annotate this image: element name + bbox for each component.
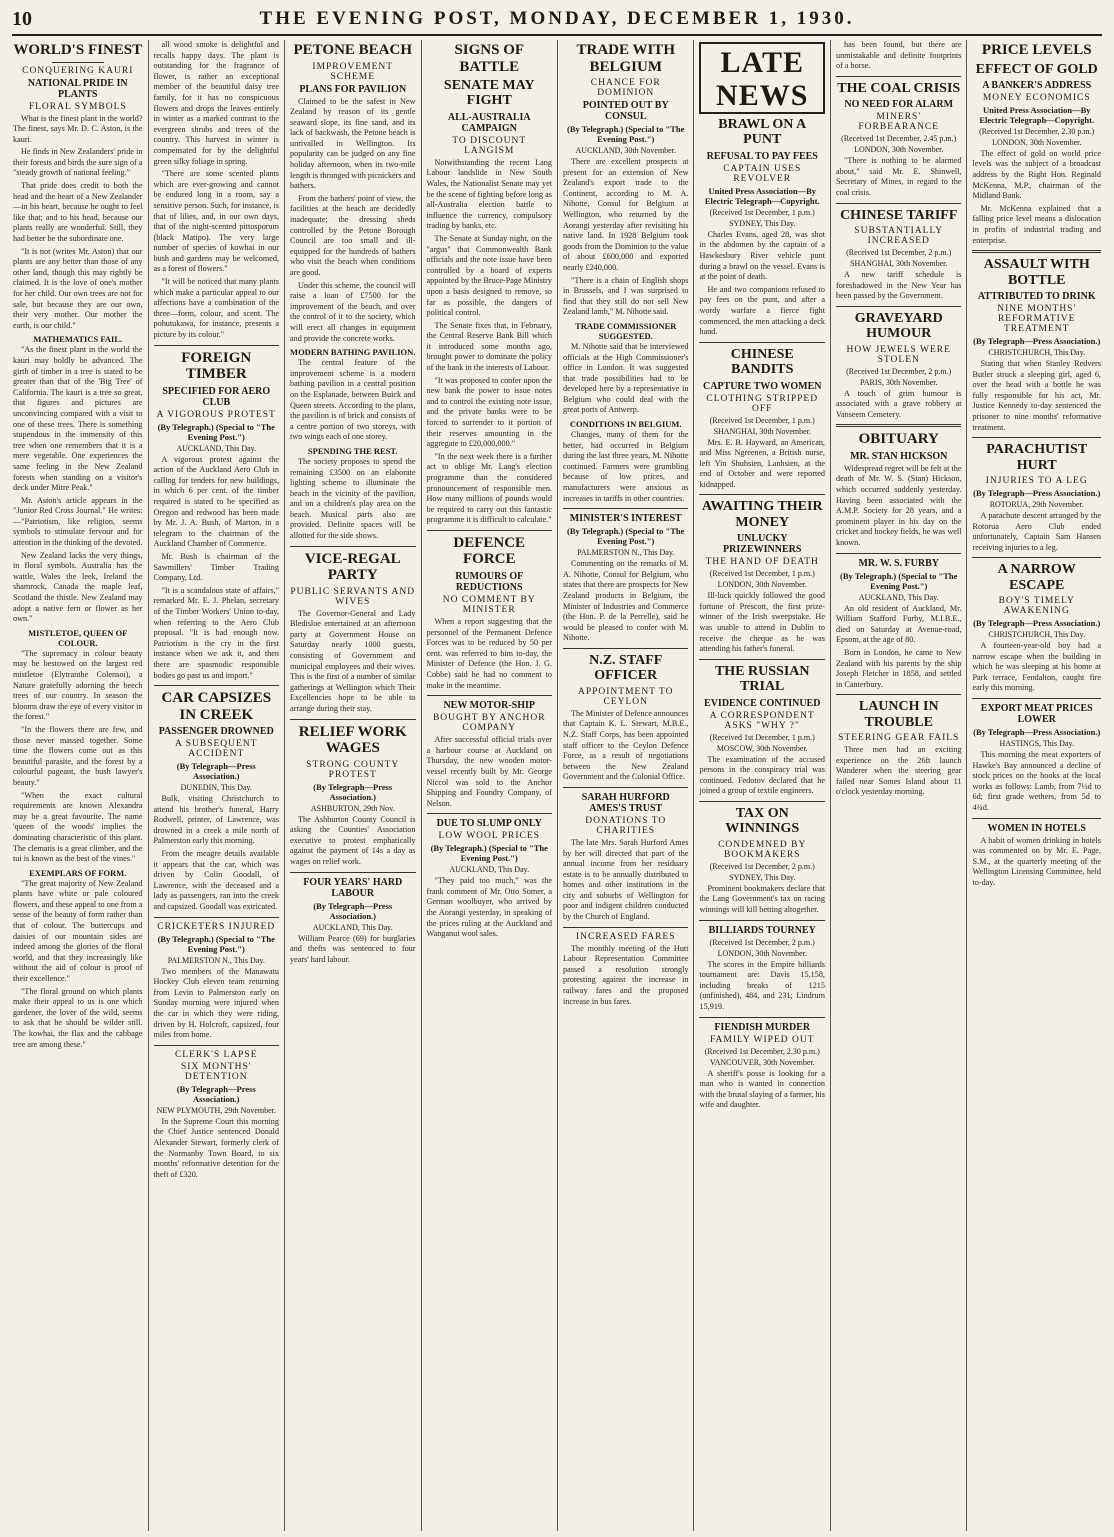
- subheadline: THE HAND OF DEATH: [705, 557, 819, 568]
- dateline: DUNEDIN, This Day.: [180, 783, 252, 793]
- dateline: LONDON, 30th November.: [717, 580, 807, 590]
- section-subhead: CONDITIONS IN BELGIUM.: [569, 419, 682, 430]
- paragraph: The late Mrs. Sarah Hurford Ames by her will directed that part of the annual income from her residuary estate is to be annually distributed to homes and other institutions in the city and suburbs of Wellington for poor and indigent children conducted by the Church of England.: [562, 837, 689, 922]
- credit-line: (By Telegraph.) (Special to "The Evening Post."): [157, 933, 275, 954]
- paragraph: A fourteen-year-old boy had a narrow escape when the building in which he was sleeping at his home at Park terrace, Fendalton, caught fire early this morning.: [972, 641, 1101, 693]
- credit-line: (By Telegraph—Press Association.): [313, 781, 393, 802]
- column-4: [421, 40, 557, 1531]
- subheadline: TO DISCOUNT LANGISM: [452, 135, 527, 156]
- headline: THE RUSSIAN TRIAL: [714, 663, 810, 695]
- headline: MR. W. S. FURBY: [858, 557, 940, 569]
- column-5: [557, 40, 694, 1531]
- subheadline: A BANKER'S ADDRESS: [982, 79, 1092, 91]
- headline: WOMEN IN HOTELS: [987, 822, 1086, 834]
- subheadline: INJURIES TO A LEG: [985, 475, 1088, 486]
- credit-line: (By Telegraph—Press Association.): [176, 761, 256, 782]
- paragraph: New Zealand lacks the very things, in floral symbols. Australia has the wattle, Wales the leek, Ireland the shamrock, Canada the maple leaf, Scotland the thistle. New Zealand may adopt a native fern or flower as her own.": [13, 550, 143, 624]
- paragraph: The monthly meeting of the Hutt Labour Representation Committee passed a resolution strongly protesting against the increase in railway fares and the proposed increase in bus fares.: [562, 943, 689, 1006]
- paragraph: Widespread regret will be felt at the death of Mr. W. S. (Stan) Hickson, which occurred suddenly yesterday. Having been associated with the A.M.P. Society for 28 years, and a prominent player in his day on the cricket and hockey fields, he was well known.: [835, 463, 962, 547]
- paragraph: A parachute descent arranged by the Rotorua Aero Club ended unfortunately, Captain Sam Hansen receiving injuries to a leg.: [972, 510, 1101, 552]
- paragraph: This morning the meat exporters of Hawke's Bay announced a decline of stock prices on the hooks at the local works as follows: Lamb, from 7½d to 6d; first grade wethers, from 5d to 4¾d.: [972, 750, 1101, 813]
- subheadline: CONDEMNED BY BOOKMAKERS: [718, 839, 807, 860]
- paragraph: From the meagre details available it appears that the car, which was driven by Colin Goodall, of Lawrence, with the deceased and a lady as passengers, ran into the creek and capsized. Goodall was extricated.: [153, 849, 279, 912]
- subheadline: MR. STAN HICKSON: [850, 450, 948, 462]
- paragraph: Charles Evans, aged 28, was shot in the abdomen by the captain of a Hawkesbury River vehicle punt during a brawl on the vessel. Evans is at the point of death.: [699, 229, 825, 282]
- received-line: (Received 1st December, 2 p.m.): [846, 247, 952, 257]
- headline: DEFENCE FORCE: [453, 534, 526, 568]
- headline: PARACHUTIST HURT: [986, 442, 1088, 473]
- received-line: (Received 1st December, 2.30 p.m.): [979, 126, 1095, 136]
- column-6: [693, 40, 830, 1531]
- subheadline: A VIGOROUS PROTEST: [156, 409, 276, 420]
- paragraph: In the Supreme Court this morning the Chief Justice sentenced Donald Alexander Stewart, formerly clerk of the Normanby Town Board, to six months' reformative detention for the theft of £320.: [153, 1116, 279, 1179]
- headline: NEW MOTOR-SHIP: [443, 700, 536, 712]
- paragraph: "There is a chain of English shops in Brussels, and I was surprised to find that they still do not sell New Zealand lamb," M. Nihotte said.: [562, 275, 689, 317]
- paragraph: A sheriff's posse is looking for a man who is wanted in connection with the brutal slaying of a farmer, his wife and daughter.: [699, 1068, 825, 1110]
- headline: CLERK'S LAPSE: [174, 1049, 258, 1060]
- article-divider: [699, 342, 825, 343]
- article-divider: [154, 917, 280, 918]
- article-divider: [699, 801, 825, 802]
- subheadline: MINERS' FORBEARANCE: [858, 112, 940, 133]
- column-2: [148, 40, 285, 1531]
- subheadline: BOUGHT BY ANCHOR COMPANY: [432, 713, 546, 734]
- paragraph: "There are some scented plants which are ever-growing and cannot be endured long in a room, say a sensitive person. Such, for instance, is that of lilies, and, in our own days, that of the night-scented pittosporum (black Matipo). The very large number of species of kowhai in our bush and gardens may be welcomed, as a forest of flowers.": [153, 169, 279, 274]
- paragraph: What is the finest plant in the world? The finest, says Mr. D. C. Aston, is the kauri.: [13, 113, 143, 144]
- column-1: [8, 40, 148, 1531]
- article-divider: [427, 813, 552, 814]
- dateline: MOSCOW, 30th November.: [716, 743, 808, 753]
- paragraph: The Governor-General and Lady Bledisloe entertained at an afternoon party at Government House on Saturday nearly 1000 guests, consisting of Government and municipal employees and their wives. This is the first of a number of similar gatherings at Wellington which Their Excellencies hope to be able to arrange during their stay.: [290, 608, 416, 713]
- dateline: LONDON, 30th November.: [854, 145, 944, 155]
- subheadline: FAMILY WIPED OUT: [709, 1034, 815, 1045]
- subheadline: REFUSAL TO PAY FEES: [706, 150, 818, 162]
- paragraph: "The great majority of New Zealand plants have white or pale coloured flowers, and these appeal to one from a sense of the beauty of form rather than that of colour. The buttercups and daisies of our mountain sides are indeed among the glories of the floral world, and that they increasingly like without the aid of colour is proof of their excellence.": [13, 878, 143, 984]
- subheadline: PASSENGER DROWNED: [158, 726, 274, 738]
- dateline: NEW PLYMOUTH, 29th November.: [156, 1105, 276, 1115]
- article-divider: [972, 818, 1101, 819]
- article-divider: [836, 76, 962, 77]
- received-line: (Received 1st December, 2.30 p.m.): [704, 1046, 820, 1056]
- paragraph: A touch of grim humour is associated with a grave robbery at Vanseem Cemetery.: [835, 388, 962, 419]
- headline: MINISTER'S INTEREST: [569, 513, 682, 525]
- headline: GRAVEYARD HUMOUR: [854, 310, 943, 342]
- paragraph: From the bathers' point of view, the facilities at the beach are decidedly inadequate; the dressing sheds controlled by the Petone Borough Council are too small and ill-equipped for the hundreds of bathers who visit the beach when conditions are good.: [290, 193, 416, 277]
- subheadline: LOW WOOL PRICES: [438, 831, 540, 842]
- paragraph: "It is a scandalous state of affairs," remarked Mr. E. J. Phelan, secretary of the Timber Workers' Union to-day, when referring to the Aero Club proposal. "It is bad enough now. Patriotism is the cry in the first instance when we ask it, and then there are spasmodic responsible bodies go past us and import.": [153, 585, 279, 680]
- paragraph: "They paid too much," was the frank comment of Mr. Otto Somer, a German woolbuyer, who arrived by the Aorangi yesterday, in speaking of the prices ruling at the Auckland and Wanganui wool sales.: [426, 876, 552, 939]
- paragraph: A habit of women drinking in hotels was commented on by Mr. E. Page, S.M., at the quarterly meeting of the Wellington Licensing Committee, held to-day.: [972, 835, 1101, 888]
- headline: PETONE BEACH: [293, 42, 412, 58]
- credit-line: (By Telegraph.) (Special to "The Evening Post."): [157, 421, 275, 442]
- masthead: [12, 4, 1102, 36]
- paragraph: "In the flowers there are few, and those never massed together. Some time the flowers come out as this beautiful parasite, and the forest by a colourful pageant, the bush lawyer's beauty.": [13, 724, 143, 787]
- subheadline: DONATIONS TO CHARITIES: [585, 815, 667, 836]
- paragraph: The effect of gold on world price levels was the subject of a broadcast address by the Right Hon. Reginald McKenna, M.P., chairman of the Midland Bank.: [972, 148, 1101, 201]
- subheadline: HOW JEWELS WERE STOLEN: [846, 344, 951, 365]
- paragraph: Bulk, visiting Christchurch to attend his brother's funeral, Harry Rodwell, printer, of Lawrence, was drowned in a creek a mile north of Palmerston early this morning.: [153, 794, 279, 846]
- headline: TRADE WITH BELGIUM: [576, 42, 675, 75]
- subheadline: NINE MONTHS' REFORMATIVE TREATMENT: [997, 304, 1077, 335]
- subheadline: ALL-AUSTRALIA CAMPAIGN: [447, 111, 531, 134]
- credit-line: (By Telegraph—Press Association.): [973, 487, 1101, 498]
- dateline: LONDON, 30th November.: [992, 137, 1082, 147]
- headline: CRICKETERS INJURED: [157, 921, 276, 932]
- subheadline: PUBLIC SERVANTS AND WIVES: [290, 586, 416, 607]
- dateline: VANCOUVER, 30th November.: [709, 1057, 815, 1067]
- article-divider: [836, 424, 962, 427]
- paragraph: "When the exact cultural requirements are known Alexandra may be a great favourite. The name 'queen of the woods' implies the dominating characteristic of this plant. The clematis is a great climber, and the tui is known as the best of the vines.": [13, 790, 143, 864]
- dateline: LONDON, 30th November.: [717, 948, 807, 958]
- paragraph: When a report suggesting that the personnel of the Permanent Defence Forces was to be reduced by 50 per cent. was referred to him to-day, the Minister of Defence (the Hon. J. G. Cobbe) said he had no comment to make in the meantime.: [426, 616, 552, 690]
- dateline: SYDNEY, This Day.: [729, 218, 796, 228]
- dateline: CHRISTCHURCH, This Day.: [988, 630, 1086, 640]
- article-divider: [427, 530, 552, 531]
- headline: A NARROW ESCAPE: [997, 562, 1076, 593]
- article-divider: [836, 553, 962, 554]
- article-divider: [154, 685, 280, 686]
- subheadline: POINTED OUT BY CONSUL: [582, 100, 669, 122]
- dateline: AUCKLAND, This Day.: [449, 865, 530, 875]
- received-line: (Received 1st December, 1 p.m.): [709, 732, 815, 742]
- section-subhead: MODERN BATHING PAVILION.: [290, 347, 416, 358]
- paragraph: "It will be noticed that many plants which make a particular appeal to our affections have a combination of the three—form, colour, and scent. The pohutukawa, for instance, presents a picture by its colour.": [153, 277, 279, 340]
- headline: AWAITING THEIR MONEY: [701, 499, 823, 530]
- paragraph: An old resident of Auckland, Mr. William Stafford Furby, M.I.B.E., died on Saturday at Avenue-road, Epsom, at the age of 80.: [835, 603, 962, 645]
- paragraph: The scores in the Empire billiards tournament are: Davis 15,158, including breaks of 1215 (unfinished), 484, and 231; Lindrum 15,919.: [699, 959, 825, 1011]
- subheadline: SENATE MAY FIGHT: [443, 78, 535, 109]
- article-divider: [154, 1045, 280, 1046]
- article-divider: [699, 659, 825, 660]
- dateline: AUCKLAND, This Day.: [858, 592, 939, 602]
- paragraph: Under this scheme, the council will raise a loan of £7500 for the improvement of the beach, and over the control of it to the society, which will erect all changes in equipment and provide the concrete works.: [290, 280, 416, 343]
- received-line: (Received 1st December, 1 p.m.): [709, 569, 815, 579]
- subheadline: BOY'S TIMELY AWAKENING: [998, 596, 1075, 617]
- paragraph: M. Nihotte said that he interviewed officials at the High Commissioner's office in London. It was suggested that trade possibilities had to be developed here by a representative in Belgium who could deal with the great ports of Antwerp.: [562, 341, 689, 415]
- headline: LAUNCH IN TROUBLE: [858, 699, 939, 730]
- subheadline: UNLUCKY PRIZEWINNERS: [723, 533, 802, 556]
- subheadline: APPOINTMENT TO CEYLON: [577, 686, 674, 707]
- subheadline: CHANCE FOR DOMINION: [590, 78, 661, 98]
- article-divider: [972, 557, 1101, 558]
- article-divider: [290, 546, 416, 547]
- credit-line: United Press Association—By Electric Telegraph—Copyright.: [704, 185, 820, 206]
- paragraph: Two members of the Manawatu Hockey Club eleven team returning from Levin to Palmerston early on Sunday morning were injured when the car in which they were riding, driven by H. Holcroft, capsized, four miles from home.: [153, 966, 279, 1040]
- subheadline: NATIONAL PRIDE IN PLANTS: [27, 77, 128, 100]
- article-divider: [836, 306, 962, 307]
- article-divider: [563, 508, 689, 509]
- column-8: [966, 40, 1106, 1531]
- received-line: (Received 1st December, 2.45 p.m.): [841, 134, 957, 144]
- paragraph: "The supremacy in colour beauty may be bestowed on the largest red mistletoe (Elytranthe Colensoi), a Nature gratefully adorning the beech trees of our country. In season the blooms draw the eye of every visitor in the forest.": [13, 648, 143, 722]
- subheadline: A CORRESPONDENT ASKS "WHY ?": [709, 710, 815, 731]
- dateline: HASTINGS, This Day.: [999, 739, 1074, 749]
- received-line: (Received 1st December, 2 p.m.): [709, 861, 815, 871]
- paragraph: has been found, but there are unmistakable and definite footprints of a horse.: [835, 40, 962, 71]
- headline: THE COAL CRISIS: [837, 80, 961, 96]
- paragraph: "The floral ground on which plants make their appeal to us is one which gardener, the lover of the wild, seems to ask that he should be wilder still. The kowhai, the flax and the cabbage tree are among these.": [13, 986, 143, 1049]
- headline: CAR CAPSIZES IN CREEK: [161, 690, 272, 723]
- rule: [52, 62, 104, 63]
- article-divider: [699, 494, 825, 495]
- subheadline: RUMOURS OF REDUCTIONS: [455, 570, 524, 593]
- paragraph: The Senate fixes that, in February, the Central Reserve Bank Bill which it introduced some months ago, brought power to dominate the policy of the bank in the interests of Labour.: [426, 320, 552, 373]
- paragraph: Three men had an exciting experience on the 26ft launch Wanderer when the steering gear failed near Somes Island about 11 o'clock yesterday morning.: [835, 745, 962, 797]
- article-divider: [972, 698, 1101, 699]
- article-divider: [836, 694, 962, 695]
- subheadline: IMPROVEMENT SCHEME: [312, 61, 394, 82]
- subheadline: SUBSTANTIALLY INCREASED: [854, 225, 944, 246]
- paragraph: The examination of the accused persons in the conspiracy trial was continued. Fedotov declared that he joined a group of textile engineers.: [699, 754, 825, 796]
- headline: OBITUARY: [858, 431, 939, 448]
- subheadline: CONQUERING KAURI: [22, 65, 134, 76]
- dateline: PARIS, 30th November.: [859, 377, 938, 387]
- newspaper-title: THE EVENING POST, MONDAY, DECEMBER 1, 1930.: [259, 8, 855, 29]
- subheadline: NO NEED FOR ALARM: [844, 99, 954, 111]
- paragraph: He finds in New Zealanders' pride in their forests and birds the sure sign of a "steady growth of national feeling.": [13, 147, 143, 178]
- dateline: AUCKLAND, This Day.: [312, 922, 393, 932]
- headline: RELIEF WORK WAGES: [298, 723, 407, 757]
- paragraph: A new tariff schedule is foreshadowed in the New Year has been passed by the Government.: [835, 269, 962, 301]
- paragraph: Stating that when Stanley Redvers Butler struck a sleeping girl, aged 6, over the head with a bottle he was fully responsible for his act, Mr. Justice Kennedy to-day sentenced the prisoner to nine months' reformative treatment.: [972, 359, 1101, 432]
- headline: VICE-REGAL PARTY: [304, 550, 401, 584]
- dateline: SYDNEY, This Day.: [729, 872, 796, 882]
- headline: BILLIARDS TOURNEY: [708, 924, 816, 936]
- headline: N.Z. STAFF OFFICER: [589, 652, 663, 684]
- credit-line: (By Telegraph.) (Special to "The Evening Post."): [567, 124, 685, 144]
- headline: EXPORT MEAT PRICES LOWER: [980, 703, 1093, 726]
- article-divider: [972, 250, 1101, 253]
- subheadline: ATTRIBUTED TO DRINK: [977, 291, 1096, 303]
- paragraph: Commenting on the remarks of M. A. Nihotte, Consul for Belgium, who states that there are prospects for New Zealand products in Belgium, the Minister of Industries and Commerce (the Hon. P. de la Perrelle), said he would be pleased to confer with M. Nihotte.: [562, 559, 689, 643]
- subheadline: MONEY ECONOMICS: [982, 92, 1091, 103]
- credit-line: (By Telegraph—Press Association.): [973, 336, 1101, 347]
- headline: DUE TO SLUMP ONLY: [436, 818, 542, 830]
- page-number: 10: [12, 7, 32, 30]
- credit-line: (By Telegraph—Press Association.): [313, 900, 393, 921]
- article-divider: [563, 648, 689, 649]
- headline: INCREASED FARES: [575, 931, 676, 942]
- section-subhead: MISTLETOE, QUEEN OF COLOUR.: [28, 627, 128, 648]
- paragraph: Mr. Aston's article appears in the "Junior Red Cross Journal." He writes:—"Patriotism, like religion, seems symbols to stimulate fervour and for attention in the thinking of the devoted.: [13, 495, 143, 548]
- headline: WORLD'S FINEST: [13, 42, 143, 58]
- dateline: ROTORUA, 29th November.: [989, 499, 1084, 509]
- paragraph: "It was proposed to confer upon the new bank the power to issue notes and to control the existing note issue, and the private banks were to be forced to surrender to it portion of their reserves amounting in the aggregate to £20,000,000.": [426, 375, 552, 449]
- subheadline: FLORAL SYMBOLS: [28, 101, 127, 112]
- headline: FIENDISH MURDER: [714, 1021, 811, 1033]
- paragraph: Ill-luck quickly followed the good fortune of Prescott, the first prize-winner of the Irish sweepstake. He was unable to attend in Dublin to receive the cheque as he was attending his father's funeral.: [699, 591, 825, 654]
- credit-line: (By Telegraph—Press Association.): [973, 618, 1101, 629]
- subheadline: CLOTHING STRIPPED OFF: [706, 393, 819, 414]
- paragraph: Born in London, he came to New Zealand with his parents by the ship Joseph Fletcher in 1858, and settled in Canterbury.: [835, 647, 962, 689]
- headline: ASSAULT WITH BOTTLE: [983, 257, 1090, 288]
- paragraph: Mr. McKenna explained that a falling price level means a dislocation in profits of industrial trading and enterprise.: [972, 203, 1101, 245]
- received-line: (Received 1st December, 2 p.m.): [846, 366, 952, 376]
- subheadline: EFFECT OF GOLD: [975, 61, 1098, 77]
- paragraph: The Ashburton County Council is asking the Counties' Association executive to protest emphatically against the payment of 14s a day as wages on relief work.: [290, 814, 416, 866]
- headline: LATE NEWS: [699, 42, 825, 114]
- subheadline: CAPTAIN USES REVOLVER: [723, 163, 802, 184]
- article-divider: [427, 695, 552, 696]
- dateline: PALMERSTON N., This Day.: [167, 955, 265, 965]
- article-divider: [290, 719, 416, 720]
- subheadline: SPECIFIED FOR AERO CLUB: [162, 385, 271, 408]
- subheadline: PLANS FOR PAVILION: [299, 83, 407, 95]
- received-line: (Received 1st December, 2 p.m.): [709, 937, 815, 947]
- headline: CHINESE BANDITS: [730, 346, 794, 378]
- dateline: SHANGHAI, 30th November.: [850, 258, 948, 268]
- credit-line: (By Telegraph—Press Association.): [973, 727, 1101, 738]
- paragraph: He and two companions refused to pay fees on the punt, and after a wordy warfare a fierce fight commenced, the men attacking a deck hand.: [699, 284, 825, 337]
- article-divider: [699, 920, 825, 921]
- paragraph: After successful official trials over a harbour course at Auckland on Thursday, the new wooden motor-vessel recently built by Mr. George Niccol was sold to the Anchor Shipping and Foundry Company, of Nelson.: [426, 735, 552, 808]
- paragraph: The Senate at Sunday night, on the "argus" that Commonwealth Bank officials and the note issue have been controlled by a board of experts appointed by the Bruce-Page Ministry upon a basis designed to remove, so far as possible, the dangers of political control.: [426, 233, 552, 318]
- paragraph: "It is not (writes Mr. Aston) that our plants are any better than those of any other land, though this may rightly be claimed. It is the love of one's mother for her child. Our own trees are not for sale, but because they are our own, their very mother. Our mother the earth, is our child.": [13, 246, 143, 330]
- dateline: SHANGHAI, 30th November.: [713, 426, 811, 436]
- paragraph: A vigorous protest against the action of the Auckland Aero Club in calling for tenders for new buildings, in which 6 per cent. of the timber required is stated to be specified as Oregon and redwood has been made by Mr. J. A. Bush, of Marton, in a telegram to the chairman of the Auckland Chamber of Commerce.: [153, 454, 279, 549]
- headline: SARAH HURFORD AMES'S TRUST: [581, 791, 670, 814]
- headline: FOUR YEARS' HARD LABOUR: [303, 876, 403, 899]
- article-divider: [154, 345, 280, 346]
- subheadline: SIX MONTHS' DETENTION: [180, 1061, 252, 1082]
- paragraph: Notwithstanding the recent Lang Labour landslide in New South Wales, the Nationalist Senate may yet be the scene of fighting before long as all-Australia election battle to influence the currency, compulsory trading by banks, etc.: [426, 157, 552, 231]
- column-3: [284, 40, 421, 1531]
- subheadline: STRONG COUNTY PROTEST: [306, 759, 400, 780]
- dateline: CHRISTCHURCH, This Day.: [988, 348, 1086, 358]
- article-divider: [836, 203, 962, 204]
- article-divider: [290, 872, 416, 873]
- paragraph: all wood smoke is delightful and recalls happy days. The plant is outstanding for the fragrance of flower, is rather an exceptional member of the beautiful daisy tree family, for it has no conspicuous flowers and drops the leaves entirely in winter as a marked contrast to the evergreen shrubs and trees of the country. This harvest in winter is compensated for by the delightful green silky foliage in spring.: [153, 40, 279, 166]
- column-7: [830, 40, 967, 1531]
- paragraph: There are excellent prospects at present for an extension of New Zealand's export trade to the Continent, according to M. A. Nihotte, Consul for Belgium at Wellington, who returned by the Aorangi yesterday after revisiting his native land. In 1928 Belgium took goods from the Dominion to the value of about £600,000 and exported nearly £240,000.: [562, 157, 689, 272]
- headline: CHINESE TARIFF: [840, 207, 958, 223]
- credit-line: (By Telegraph.) (Special to "The Evening Post."): [567, 526, 685, 547]
- headline: TAX ON WINNINGS: [725, 805, 800, 837]
- paragraph: The society proposes to spend the remaining £3500 on an elaborate lighting scheme to illuminate the beach in the vicinity of the pavilion, and on a children's play area on the beach. Musical parts also are provided. Definite spaces will be allotted for the side shows.: [290, 456, 416, 541]
- received-line: (Received 1st December, 1 p.m.): [709, 415, 815, 425]
- headline: FOREIGN TIMBER: [181, 349, 252, 383]
- subheadline: BRAWL ON A PUNT: [718, 117, 807, 148]
- headline: PRICE LEVELS: [981, 42, 1092, 58]
- article-divider: [563, 927, 689, 928]
- paragraph: "As the finest plant in the world the kauri may boldly be advanced. The girth of timber in a tree is stated to be greater than that of the 'Big Tree' of California. The kauri is a tree so great, that figures and pictures are unconvincing compared with a visit to one of these trees. There is something stupendous in the immensity of this tree when one remembers that it is a mere vegetable. One experiences the same feeling in the New Zealand forests when standing on a visitor's deck under Mitre Peak.": [13, 345, 143, 493]
- subheadline: CAPTURE TWO WOMEN: [702, 380, 822, 392]
- paragraph: "There is nothing to be alarmed about," said Mr. E. Shinwell, Secretary of Mines, in regard to the coal crisis.: [835, 156, 962, 197]
- article-divider: [699, 1017, 825, 1018]
- headline: SIGNS OF BATTLE: [454, 42, 525, 75]
- paragraph: "In the next week there is a further act to oblige Mr. Lang's election programme than the considered pronouncement of responsible men. How many millions of pounds would be required to carry out this fantastic programme it is difficult to calculate.": [426, 451, 552, 525]
- subheadline: A SUBSEQUENT ACCIDENT: [175, 739, 258, 760]
- credit-line: (By Telegraph.) (Special to "The Evening Post."): [430, 843, 548, 864]
- dateline: AUCKLAND, This Day.: [176, 443, 257, 453]
- credit-line: (By Telegraph.) (Special to "The Evening Post."): [840, 570, 958, 591]
- section-subhead: EXEMPLARS OF FORM.: [29, 867, 127, 878]
- section-subhead: MATHEMATICS FAIL.: [33, 334, 123, 345]
- dateline: AUCKLAND, 30th November.: [575, 146, 676, 155]
- newspaper-columns: [8, 40, 1106, 1531]
- paragraph: Mrs. E. B. Hayward, an American, and Miss Ngreenen, a British nurse, left Yin Shuhsien, Lanhsien, at the end of October and were reported kidnapped.: [699, 437, 825, 489]
- paragraph: William Pearce (69) for burglaries and thefts was sentenced to four years' hard labour.: [290, 933, 416, 964]
- credit-line: (By Telegraph—Press Association.): [176, 1083, 256, 1104]
- credit-line: United Press Association—By Electric Telegraph—Copyright.: [979, 104, 1095, 125]
- paragraph: Mr. Bush is chairman of the Sawmillers' Timber Trading Company, Ltd.: [153, 551, 279, 583]
- paragraph: The Minister of Defence announces that Captain K. L. Stewart, M.B.E., N.Z. Staff Corps, has been appointed staff officer to the Ceylon Defence Force, as a result of negotiations between the New Zealand Government and the Colonial Office.: [562, 708, 689, 782]
- paragraph: Prominent bookmakers declare that the Lang Government's tax on racing winnings will kill betting altogether.: [699, 883, 825, 914]
- article-divider: [972, 437, 1101, 438]
- subheadline: NO COMMENT BY MINISTER: [442, 594, 536, 615]
- section-subhead: TRADE COMMISSIONER SUGGESTED.: [575, 320, 677, 341]
- subheadline: STEERING GEAR FAILS: [838, 733, 960, 744]
- paragraph: Claimed to be the safest in New Zealand by reason of its gentle seaward slope, its fine sand, and its lack of backwash, the Petone beach is unrivalled in Wellington. Its popularity can be judged on any fine holiday afternoon, when its two-mile length is thronged with picnickers and bathers.: [290, 96, 416, 191]
- section-subhead: SPENDING THE REST.: [307, 445, 398, 456]
- paragraph: That pride does credit to both the head and the heart of a New Zealander—in his heart, because he ought to feel like that; and to his head, because our plants really are wonderful. Still, they had better be the subordinate one.: [13, 181, 143, 244]
- received-line: (Received 1st December, 1 p.m.): [709, 207, 815, 217]
- paragraph: The central feature of the improvement scheme is a modern bathing pavilion in a central position on the Esplanade, between Buick and Queen streets. According to the plans, the pavilion is of brick and consists of a centre portion of two storeys, with two wings each of one storey.: [290, 358, 416, 442]
- subheadline: EVIDENCE CONTINUED: [704, 697, 821, 709]
- article-divider: [563, 787, 689, 788]
- dateline: PALMERSTON N., This Day.: [577, 548, 675, 558]
- dateline: ASHBURTON, 29th Nov.: [310, 803, 395, 813]
- paragraph: Changes, many of them for the better, had occurred in Belgium during the last three years, M. Nihotte continued. Farmers were grumbling because of low prices, and manufacturers were anxious as increases in tariffs in other countries.: [562, 430, 689, 503]
